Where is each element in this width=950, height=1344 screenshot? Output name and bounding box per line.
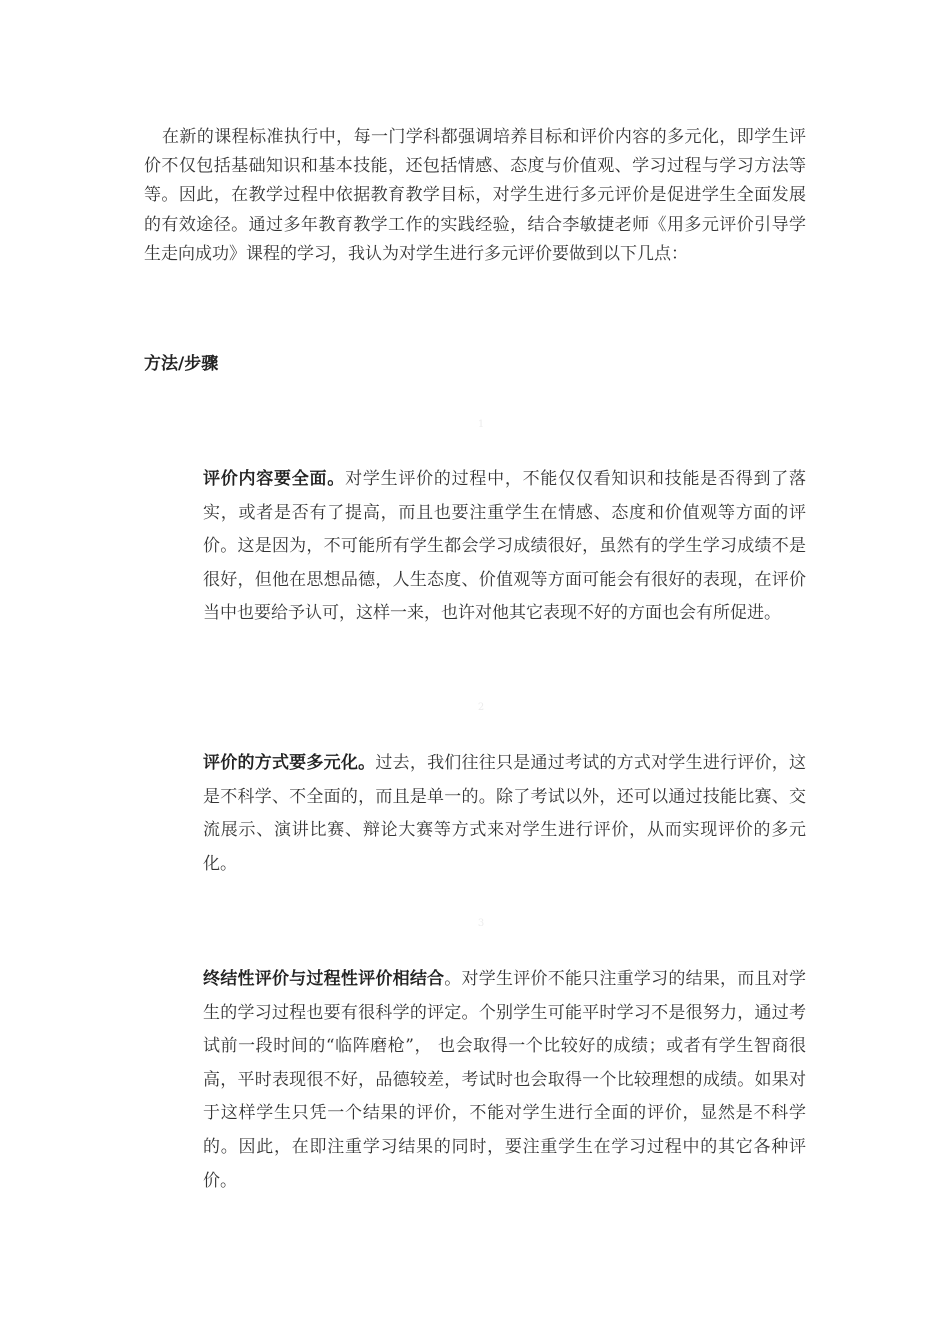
step-3-body: 。对学生评价不能只注重学习的结果，而且对学生的学习过程也要有很科学的评定。个别学生可能平时学习不是很努力，通过考试前一段时间的“临阵磨枪”， 也会取得一个比较好的成绩；或者有学生智商很高，平时表现很不好，品德较差，考试时也会取得一个比较理想的成绩。如果对于这样学生只凭一个结果的评价，不能对学生进行全面的评价，显然是不科学的。因此，在即注重学习结果的同时，要注重学生在学习过程中的其它各种评价。 bbox=[203, 969, 807, 1191]
step-marker-1: 1 bbox=[477, 419, 485, 430]
step-1 bbox=[203, 463, 806, 631]
step-2-lead: 评价的方式要多元化。 bbox=[203, 753, 376, 773]
intro-paragraph: 在新的课程标准执行中，每一门学科都强调培养目标和评价内容的多元化，即学生评价不仅包括基础知识和基本技能，还包括情感、态度与价值观、学习过程与学习方法等等。因此，在教学过程中依据教育教学目标，对学生进行多元评价是促进学生全面发展的有效途径。通过多年教育教学工作的实践经验，结合李敏捷老师《用多元评价引导学生走向成功》课程的学习，我认为对学生进行多元评价要做到以下几点： bbox=[144, 127, 806, 264]
step-2-body: 过去，我们往往只是通过考试的方式对学生进行评价，这是不科学、不全面的，而且是单一的。除了考试以外，还可以通过技能比赛、交流展示、演讲比赛、辩论大赛等方式来对学生进行评价，从而实现评价的多元化。 bbox=[203, 753, 807, 874]
step-1-body: 对学生评价的过程中，不能仅仅看知识和技能是否得到了落实，或者是否有了提高，而且也要注重学生在情感、态度和价值观等方面的评价。这是因为，不可能所有学生都会学习成绩很好，虽然有的学生学习成绩不是很好，但他在思想品德，人生态度、价值观等方面可能会有很好的表现，在评价当中也要给予认可，这样一来，也许对他其它表现不好的方面也会有所促进。 bbox=[203, 469, 807, 624]
section-heading: 方法/步骤 bbox=[144, 354, 219, 374]
step-marker-2: 2 bbox=[477, 702, 485, 713]
step-marker-3: 3 bbox=[477, 918, 485, 929]
step-3-lead: 终结性评价与过程性评价相结合 bbox=[203, 969, 445, 989]
step-1-lead: 评价内容要全面。 bbox=[203, 469, 346, 489]
step-3 bbox=[203, 963, 806, 1198]
step-2 bbox=[203, 747, 806, 881]
